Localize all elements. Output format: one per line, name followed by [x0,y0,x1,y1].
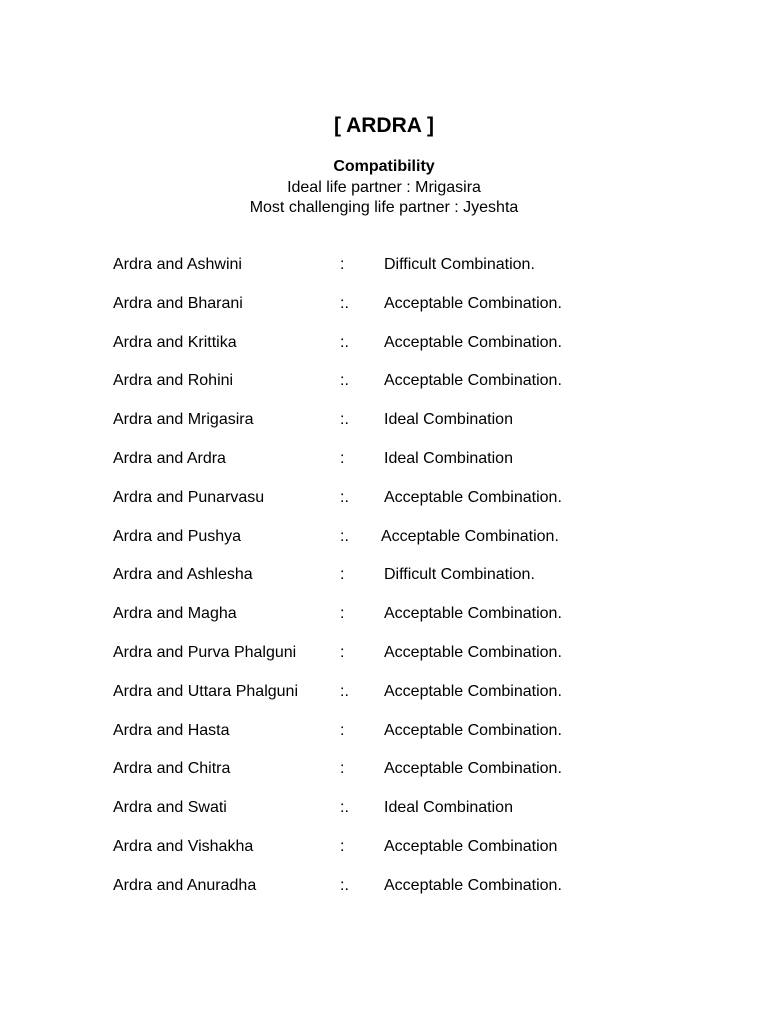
separator: : [340,760,345,778]
result-label: Ideal Combination [384,411,513,429]
result-label: Acceptable Combination. [384,760,562,778]
table-row [113,837,673,876]
separator: : [340,605,345,623]
result-label: Acceptable Combination. [381,527,559,545]
pair-label: Ardra and Rohini [113,372,234,390]
table-row [113,759,673,798]
pair-label: Ardra and Pushya [113,527,242,545]
result-label: Acceptable Combination. [384,372,562,390]
table-row [113,604,673,643]
pair-label: Ardra and Krittika [113,333,237,351]
table-row [113,682,673,721]
table-row [113,798,673,837]
table-row [113,527,673,566]
table-row [113,721,673,760]
separator: :. [340,333,349,351]
separator: :. [340,411,349,429]
result-label: Acceptable Combination. [384,488,562,506]
separator: :. [340,488,349,506]
result-label: Acceptable Combination. [384,643,562,661]
pair-label: Ardra and Hasta [113,721,230,739]
pair-label: Ardra and Vishakha [113,837,254,855]
pair-label: Ardra and Bharani [113,294,243,312]
table-row [113,488,673,527]
table-row [113,294,673,333]
result-label: Acceptable Combination [384,837,558,855]
table-row [113,449,673,488]
pair-label: Ardra and Ashwini [113,256,242,273]
separator: : [340,566,345,584]
result-label: Acceptable Combination. [384,333,562,351]
result-label: Difficult Combination. [384,566,535,584]
pair-label: Ardra and Punarvasu [113,488,265,506]
pair-label: Ardra and Chitra [113,760,231,778]
result-label: Ideal Combination [384,799,513,817]
separator: : [340,449,345,467]
pair-label: Ardra and Mrigasira [113,411,254,429]
result-label: Acceptable Combination. [384,876,562,894]
table-row [113,643,673,682]
table-row [113,371,673,410]
pair-label: Ardra and Ardra [113,449,226,467]
result-label: Acceptable Combination. [384,605,562,623]
separator: : [340,643,345,661]
separator: : [340,837,345,855]
page-title: [ ARDRA ] [334,114,434,137]
ideal-partner-line: Ideal life partner : Mrigasira [287,179,481,196]
result-label: Acceptable Combination. [384,294,562,312]
pair-label: Ardra and Purva Phalguni [113,643,297,661]
table-row [113,410,673,449]
separator: :. [340,799,349,817]
separator: :. [340,294,349,312]
pair-label: Ardra and Anuradha [113,876,257,894]
separator: :. [340,682,349,700]
separator: :. [340,372,349,390]
result-label: Acceptable Combination. [384,682,562,700]
result-label: Difficult Combination. [384,256,535,273]
challenging-partner-line: Most challenging life partner : Jyeshta [249,199,519,216]
result-label: Ideal Combination [384,449,513,467]
table-row [113,876,673,915]
table-row [113,333,673,372]
pair-label: Ardra and Ashlesha [113,566,253,584]
compatibility-table [113,255,673,915]
pair-label: Ardra and Swati [113,799,227,817]
table-row [113,255,673,294]
section-heading: Compatibility [333,158,435,175]
result-label: Acceptable Combination. [384,721,562,739]
table-row [113,565,673,604]
pair-label: Ardra and Uttara Phalguni [113,682,298,700]
pair-label: Ardra and Magha [113,605,237,623]
separator: :. [340,527,349,545]
separator: : [340,256,345,273]
separator: : [340,721,345,739]
separator: :. [340,876,349,894]
